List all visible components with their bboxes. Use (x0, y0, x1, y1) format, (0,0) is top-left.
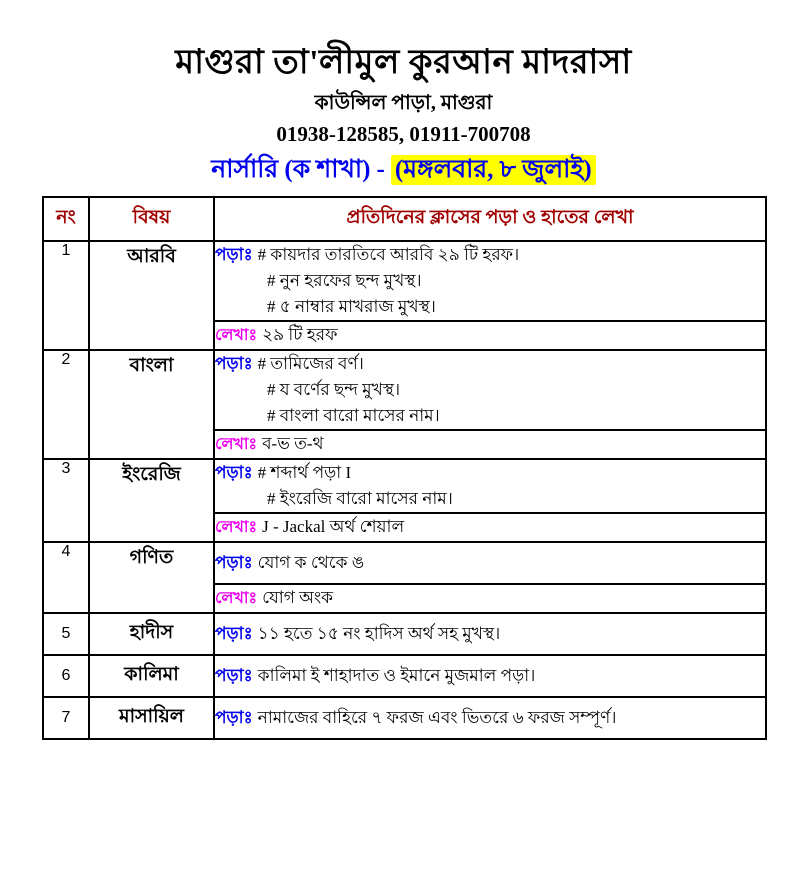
table-row (43, 350, 766, 430)
table-row (43, 697, 766, 739)
pora-label: পড়াঃ (215, 354, 253, 373)
document-header (42, 40, 765, 188)
class-section-label: নার্সারি (ক শাখা) (211, 156, 371, 183)
lekha-label: লেখাঃ (215, 327, 258, 344)
column-header-no: নং (43, 197, 89, 241)
pora-line (215, 351, 765, 377)
row-number: 7 (43, 697, 89, 739)
row-number: 4 (43, 542, 89, 613)
lekha-text: ব-ভ ত-থ (262, 434, 324, 453)
subject-cell: ইংরেজি (89, 459, 214, 542)
pora-label: পড়াঃ (215, 553, 253, 572)
row-number: 3 (43, 459, 89, 542)
pora-line (215, 377, 765, 403)
pora-text: # বাংলা বারো মাসের নাম। (267, 406, 440, 425)
pora-cell (214, 459, 766, 513)
row-number: 5 (43, 613, 89, 655)
table-row (43, 542, 766, 584)
table-header-row (43, 197, 766, 241)
subject-cell: আরবি (89, 241, 214, 350)
lekha-cell (214, 430, 766, 459)
subject-cell: কালিমা (89, 655, 214, 697)
pora-line (215, 486, 765, 512)
pora-cell (214, 350, 766, 430)
phone-numbers: 01938-128585, 01911-700708 (276, 122, 531, 146)
pora-text: যোগ ক থেকে ঙ (257, 553, 365, 572)
subject-cell: হাদীস (89, 613, 214, 655)
pora-line (215, 705, 765, 731)
pora-line (215, 268, 765, 294)
pora-label: পড়াঃ (215, 245, 253, 264)
pora-line (215, 663, 765, 689)
lekha-cell (214, 513, 766, 542)
pora-cell (214, 613, 766, 655)
pora-cell (214, 697, 766, 739)
subject-cell: মাসায়িল (89, 697, 214, 739)
pora-text: # ইংরেজি বারো মাসের নাম। (267, 489, 453, 508)
lekha-label: লেখাঃ (215, 436, 258, 453)
pora-label: পড়াঃ (215, 708, 253, 727)
column-header-content: প্রতিদিনের ক্লাসের পড়া ও হাতের লেখা (214, 197, 766, 241)
pora-text: # য বর্ণের ছন্দ মুখস্থ। (267, 380, 401, 399)
pora-cell (214, 655, 766, 697)
lekha-label: লেখাঃ (215, 590, 258, 607)
pora-text: কালিমা ই শাহাদাত ও ইমানে মুজমাল পড়া। (257, 666, 536, 685)
pora-cell (214, 241, 766, 321)
pora-text: ১১ হতে ১৫ নং হাদিস অর্থ সহ মুখস্থ। (257, 624, 501, 643)
pora-line (215, 294, 765, 320)
lesson-schedule-table (42, 196, 767, 740)
lekha-text: যোগ অংক (262, 588, 334, 607)
pora-label: পড়াঃ (215, 666, 253, 685)
class-date-line (42, 152, 765, 188)
pora-line (215, 550, 765, 576)
pora-line (215, 242, 765, 268)
lekha-text: ২৯ টি হরফ (262, 325, 338, 344)
lekha-text: J - Jackal অর্থ শেয়াল (262, 517, 405, 536)
madrasa-title: মাগুরা তা'লীমুল কুরআন মাদরাসা (175, 44, 632, 81)
pora-line (215, 460, 765, 486)
column-header-subject: বিষয় (89, 197, 214, 241)
separator-dash: - (376, 156, 385, 183)
pora-line (215, 621, 765, 647)
lekha-cell (214, 584, 766, 613)
date-highlight: (মঙ্গলবার, ৮ জুলাই) (391, 155, 596, 185)
row-number: 1 (43, 241, 89, 350)
table-row (43, 241, 766, 321)
row-number: 6 (43, 655, 89, 697)
pora-text: # নুন হরফের ছন্দ মুখস্থ। (267, 271, 422, 290)
lekha-cell (214, 321, 766, 350)
pora-text: # ৫ নাম্বার মাখরাজ মুখস্থ। (267, 297, 436, 316)
pora-text: # তামিজের বর্ণ। (257, 354, 364, 373)
table-row (43, 613, 766, 655)
madrasa-address: কাউন্সিল পাড়া, মাগুরা (314, 92, 493, 114)
subject-cell: গণিত (89, 542, 214, 613)
pora-text: # কায়দার তারতিবে আরবি ২৯ টি হরফ। (257, 245, 520, 264)
pora-label: পড়াঃ (215, 463, 253, 482)
row-number: 2 (43, 350, 89, 459)
table-row (43, 459, 766, 513)
pora-text: নামাজের বাহিরে ৭ ফরজ এবং ভিতরে ৬ ফরজ সম্পূর্ণ। (257, 708, 617, 727)
lekha-label: লেখাঃ (215, 519, 258, 536)
subject-cell: বাংলা (89, 350, 214, 459)
pora-line (215, 403, 765, 429)
table-row (43, 655, 766, 697)
pora-text: # শব্দার্থ পড়া I (257, 463, 352, 482)
pora-cell (214, 542, 766, 584)
pora-label: পড়াঃ (215, 624, 253, 643)
